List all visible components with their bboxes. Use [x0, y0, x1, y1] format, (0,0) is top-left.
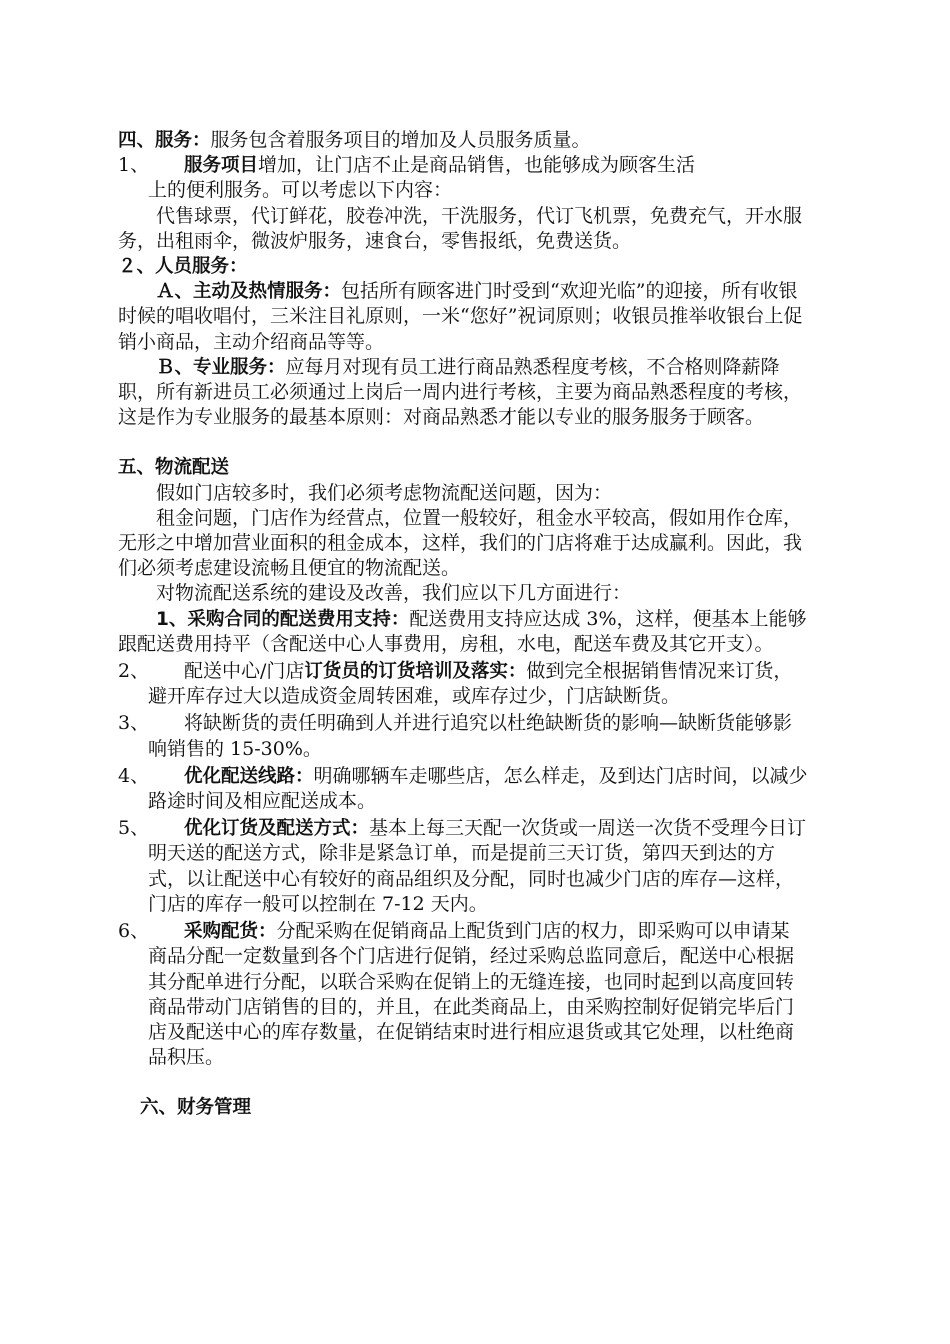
- document-page: [118, 128, 808, 1121]
- logistics-p1: 假如门店较多时，我们必须考虑物流配送问题，因为：: [156, 481, 613, 504]
- logistics-item-5: 5、 优化订货及配送方式：基本上每三天配一次货或一周送一次货不受理今日订明天送的配送方式，除非是紧急订单，而是提前三天订货，第四天到达的方式，以让配送中心有较好的商品组织及分配，同时也减少门店的库存—这样，门店的库存一般可以控制在 7-12 天内。: [118, 817, 807, 915]
- section-4-heading: 四、服务：服务包含着服务项目的增加及人员服务质量。: [118, 129, 591, 151]
- logistics-item-3: 3、 将缺断货的责任明确到人并进行追究以杜绝缺断货的影响—缺断货能够影响销售的 15-30%。: [118, 712, 793, 760]
- service-item-1: 1、 服务项目增加，让门店不止是商品销售，也能够成为顾客生活 上的便利服务。可以考虑以下内容：: [118, 154, 696, 202]
- service-list: 代售球票，代订鲜花，胶卷冲洗，干洗服务，代订飞机票，免费充气，开水服务，出租雨伞，微波炉服务，速食台，零售报纸，免费送货。: [118, 204, 803, 252]
- section-5-heading: 五、物流配送: [118, 457, 230, 479]
- staff-service-heading: ２、人员服务：: [118, 256, 248, 278]
- section-6-heading: 六、财务管理: [140, 1097, 252, 1119]
- logistics-item-4: 4、 优化配送线路：明确哪辆车走哪些店，怎么样走，及到达门店时间，以减少路途时间及相应配送成本。: [118, 764, 808, 813]
- logistics-p3: 对物流配送系统的建设及改善，我们应以下几方面进行：: [156, 582, 632, 605]
- logistics-item-2: 2、 配送中心/门店订货员的订货培训及落实：做到完全根据销售情况来订货，避开库存过大以造成资金周转困难，或库存过少，门店缺断货。: [118, 660, 793, 708]
- logistics-p2: 租金问题，门店作为经营点，位置一般较好，租金水平较高，假如用作仓库，无形之中增加营业面积的租金成本，这样，我们的门店将难于达成赢利。因此，我们必须考虑建设流畅且便宜的物流配送。: [118, 506, 803, 580]
- logistics-item-6: 6、 采购配货：分配采购在促销商品上配货到门店的权力，即采购可以申请某商品分配一定数量到各个门店进行促销，经过采购总监同意后，配送中心根据其分配单进行分配，以联合采购在促销上的无缝连接，也同时起到以高度回转商品带动门店销售的目的，并且，在此类商品上，由采购控制好促销完毕后门店及配送中心的库存数量，在促销结束时进行相应退货或其它处理，以杜绝商品积压。: [118, 920, 795, 1069]
- service-a: Ａ、主动及热情服务：包括所有顾客进门时受到“欢迎光临”的迎接，所有收银时候的唱收唱付，三米注目礼原则，一米“您好”祝词原则；收银员推举收银台上促销小商品，主动介绍商品等等。: [118, 280, 803, 353]
- service-b: Ｂ、专业服务：应每月对现有员工进行商品熟悉程度考核，不合格则降薪降职，所有新进员工必须通过上岗后一周内进行考核，主要为商品熟悉程度的考核，这是作为专业服务的最基本原则：对商品熟悉才能以专业的服务服务于顾客。: [118, 355, 803, 429]
- logistics-item-1: 1、采购合同的配送费用支持：配送费用支持应达成 3%，这样，便基本上能够跟配送费用持平（含配送中心人事费用，房租，水电，配送车费及其它开支）。: [118, 607, 807, 655]
